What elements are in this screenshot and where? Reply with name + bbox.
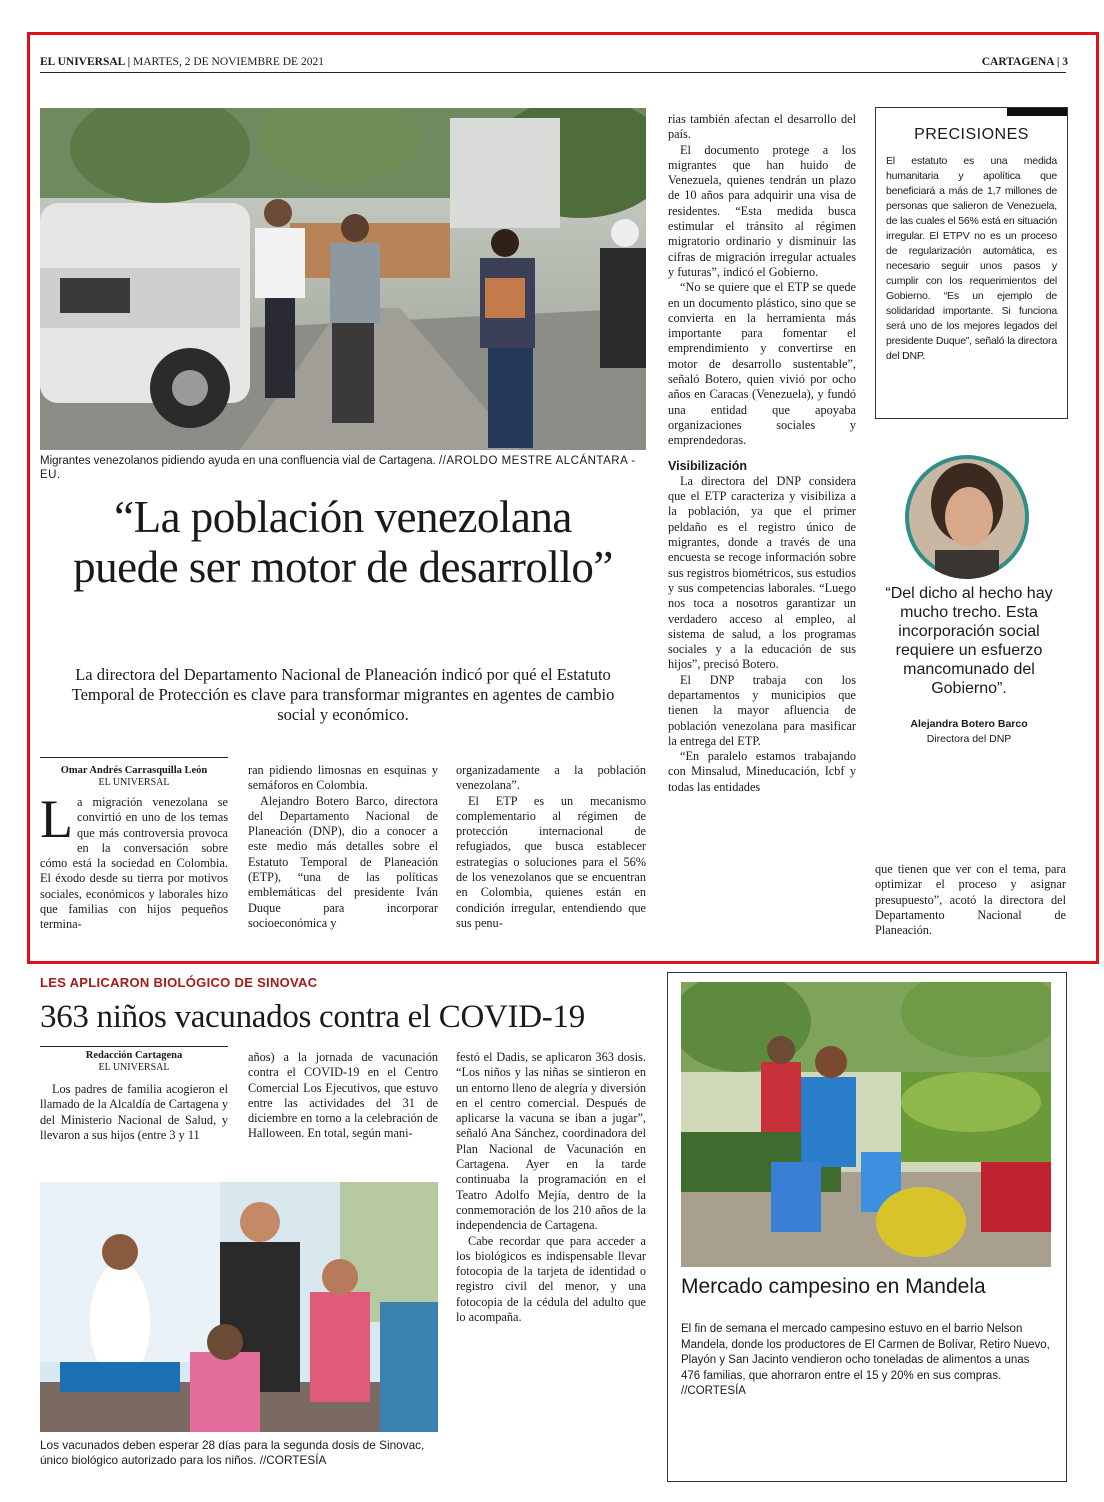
vaccination-credit: //CORTESÍA (259, 1453, 327, 1467)
main-col-5 (875, 862, 1066, 938)
main-col-2 (248, 763, 438, 931)
section-name: CARTAGENA (981, 56, 1054, 68)
header-rule (40, 72, 1066, 73)
mercado-photo (681, 982, 1051, 1267)
second-outlet: EL UNIVERSAL (98, 1062, 170, 1073)
second-byline-rule (40, 1046, 228, 1047)
second-col2-text: años) a la jornada de vacunación contra el COVID-19 en el Centro Comercial Los Ejecutivos, que estuvo entre las actividades del 31 de diciembre en torno a la celebración de Halloween. En total, según mani- (248, 1050, 438, 1141)
paper-name: EL UNIVERSAL (40, 56, 125, 68)
col4-para-2: El documento protege a los migrantes que han huido de Venezuela, quienes tendrán un plazo de 10 años para adquirir una visa de residentes. “Esta medida busca estimular el tránsito al régimen migratorio ordinario y disminuir las cifras de migración irregular actuales y futuras”, indicó el Gobierno. (668, 142, 856, 279)
page-header-right: CARTAGENA | 3 (981, 56, 1068, 68)
page-header-left: EL UNIVERSAL | MARTES, 2 DE NOVIEMBRE DE 2021 (40, 56, 324, 68)
col4-para-3: “No se quiere que el ETP se quede en un documento plástico, sino que se convierta en la herramienta más importante para fomentar el emprendimiento y convertirse en motor de desarrollo sustentable”, señaló Botero, quien vivió por ocho años en Caracas (Venezuela), y fundó una entidad que apoyaba organizaciones sociales y emprendedoras. (668, 280, 856, 448)
vaccination-caption-text: Los vacunados deben esperar 28 días para la segunda dosis de Sinovac, único biológico autorizado para los niños. (40, 1438, 425, 1467)
mercado-credit: //CORTESÍA (681, 1385, 746, 1397)
precisiones-text: El estatuto es una medida humanitaria y apolítica que beneficiará a más de 1,7 millones de personas que salieron de Venezuela, de las cuales el 56% está en situación irregular. El ETPV no es un proceso de regularización automática, es necesario seguir unos pasos y cumplir con los requerimientos del Gobierno. “Es un ejemplo de solidaridad importante. Si funciona será uno de los mejores legados del presidente Duque”, señaló la directora del DNP. (886, 155, 1057, 362)
box-corner-bar (1007, 108, 1067, 116)
pull-quote: “Del dicho al hecho hay mucho trecho. Esta incorporación social requiere un esfuerzo mancomunado del Gobierno”. (885, 585, 1053, 697)
second-author: Redacción Cartagena (85, 1050, 183, 1061)
author-outlet: EL UNIVERSAL (98, 777, 170, 788)
second-col-3 (456, 1050, 646, 1325)
second-headline: 363 niños vacunados contra el COVID-19 (40, 999, 585, 1035)
byline-rule (40, 757, 228, 758)
mercado-text: El fin de semana el mercado campesino estuvo en el barrio Nelson Mandela, donde los productores de El Carmen de Bolívar, Retiro Nuevo, Playón y San Jacinto vendieron ocho toneladas de alimentos a unas 476 familias, que ahorraron entre el 15 y 20% en sus compras. (681, 1323, 1050, 1382)
col5-para-1: que tienen que ver con el tema, para optimizar el proceso y asignar presupuesto”, acotó la directora del Departamento Nacional de Planeación. (875, 862, 1066, 938)
vaccination-photo (40, 1182, 438, 1432)
col4-para-1: rias también afectan el desarrollo del país. (668, 112, 856, 142)
col4-para-5: El DNP trabaja con los departamentos y municipios que tienen la mayor afluencia de población venezolana para masificar la entrega del ETP. (668, 672, 856, 748)
photo-caption (40, 454, 646, 482)
main-col-1 (40, 789, 228, 933)
main-col-3 (456, 763, 646, 931)
second-col1-text: Los padres de familia acogieron el llamado de la Alcaldía de Cartagena y del Ministerio Nacional de Salud, y llevaron a sus hijos (entre 3 y 11 (40, 1082, 228, 1142)
col3-para-1: organizadamente a la población venezolana”. (456, 763, 646, 793)
second-byline (40, 1050, 228, 1074)
second-col3-para-2: Cabe recordar que para acceder a los biológicos es indispensable llevar fotocopia de la tarjeta de identidad o registro civil del menor, y una fotocopia de la cédula del adulto que lo acompaña. (456, 1233, 646, 1325)
col4-para-6: “En paralelo estamos trabajando con Minsalud, Mineducación, Icbf y todas las entidades (668, 749, 856, 794)
col3-para-2: El ETP es un mecanismo complementario al régimen de protección internacional de refugiados, que busca establecer estrategias o soluciones para el 56% de los venezolanos que se encuentran en Colombia, quienes están en condición irregular, entendiendo que sus penu- (456, 793, 646, 930)
pull-quote-name: Alejandra Botero Barco (910, 718, 1028, 730)
main-col-4 (668, 112, 856, 795)
main-byline (40, 765, 228, 789)
second-col3-para-1: festó el Dadis, se aplicaron 363 dosis. “Los niños y las niñas se sintieron en un entorno lleno de alegría y diversión en el centro comercial. Después de aplicarse la vacuna se iban a jugar”, señaló Ana Sánchez, coordinadora del Plan Nacional de Vacunación en Cartagena. Ayer en la tarde continuaba la programación en el Teatro Adolfo Mejía, dentro de la conmemoración de los 210 años de la independencia de Cartagena. (456, 1050, 646, 1233)
main-deck: La directora del Departamento Nacional de Planeación indicó por qué el Estatuto Temporal de Protección es clave para transformar migrantes en agentes de cambio social y económico. (71, 665, 615, 724)
photo-credit: //AROLDO MESTRE ALCÁNTARA - EU. (40, 455, 636, 481)
subhead-visibilizacion: Visibilización (668, 458, 747, 473)
mercado-text-block (681, 1322, 1051, 1400)
pull-quote-role: Directora del DNP (926, 733, 1012, 745)
caption-text: Migrantes venezolanos pidiendo ayuda en una confluencia vial de Cartagena. (40, 455, 436, 467)
migrants-photo (40, 108, 646, 450)
second-kicker: LES APLICARON BIOLÓGICO DE SINOVAC (40, 975, 318, 990)
precisiones-box (875, 107, 1068, 419)
col4-para-4: La directora del DNP considera que el ETP caracteriza y visibiliza a la población, ya que el primer peldaño es el registro único de migrantes, donde a través de una encuesta se recoge información sobre sus registros biométricos, sus estudios y sus competencias laborales. “Luego nos toca a nosotros garantizar un verdadero acceso al empleo, al sistema de salud, a los programas sociales y a la educación de sus hijos”, precisó Botero. (668, 473, 856, 672)
mercado-title: Mercado campesino en Mandela (681, 1275, 986, 1298)
author-name: Omar Andrés Carrasquilla León (60, 765, 208, 776)
precisiones-title: PRECISIONES (914, 126, 1029, 143)
page-number: 3 (1062, 56, 1068, 68)
issue-date: MARTES, 2 DE NOVIEMBRE DE 2021 (132, 56, 324, 68)
col2-para-1: ran pidiendo limosnas en esquinas y semáforos en Colombia. (248, 763, 438, 793)
drop-cap: L (40, 789, 73, 849)
col2-para-2: Alejandro Botero Barco, directora del Departamento Nacional de Planeación (DNP), dio a conocer a este medio más detalles sobre el Estatuto Temporal de Planeación (ETP), “una de las políticas emblemáticas del presidente Iván Duque para incorporar socioeconómica y (248, 793, 438, 930)
col1-text: a migración venezolana se convirtió en uno de los temas que más controversia provoca en la conversación sobre cómo está la sociedad en Colombia. El éxodo desde su tierra por motivos sociales, económicos y laborales hizo que familias con hijos pequeños termina- (40, 795, 228, 932)
second-col-2 (248, 1050, 438, 1142)
second-col-1 (40, 1082, 228, 1143)
main-headline: “La población venezolana puede ser motor de desarrollo” (73, 492, 613, 592)
portrait-photo (905, 455, 1029, 579)
vaccination-caption (40, 1438, 438, 1468)
